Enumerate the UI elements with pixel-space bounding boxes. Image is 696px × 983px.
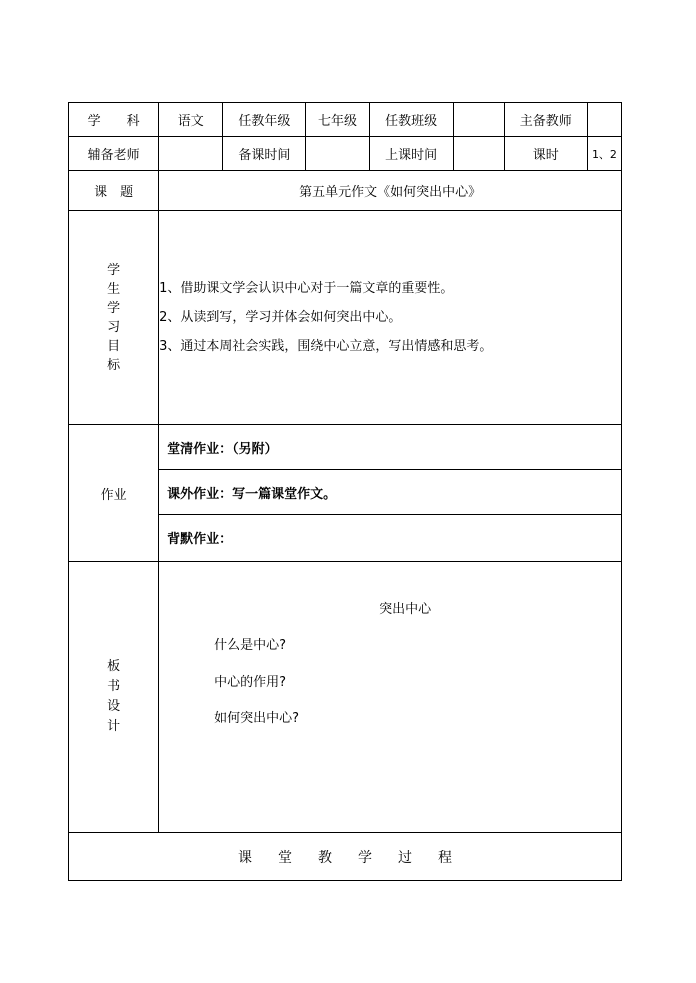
class-time-value (453, 137, 504, 171)
class-label: 任教班级 (369, 103, 453, 137)
class-time-label: 上课时间 (369, 137, 453, 171)
main-teacher-label: 主备教师 (504, 103, 587, 137)
goal-item-1: 1、借助课文学会认识中心对于一篇文章的重要性。 (159, 281, 454, 296)
periods-value: 1、2 (587, 137, 621, 171)
board-label: 板书设计 (107, 659, 121, 734)
homework-in-class: 堂清作业：（另附） (159, 425, 621, 470)
homework-row (69, 425, 622, 562)
prep-time-label: 备课时间 (223, 137, 306, 171)
topic-label: 课 题 (69, 171, 159, 211)
topic-row (69, 171, 622, 211)
goal-item-3: 3、通过本周社会实践，围绕中心立意，写出情感和思考。 (159, 339, 493, 354)
process-char-5: 过 (398, 849, 412, 866)
grade-label: 任教年级 (223, 103, 306, 137)
assist-teacher-label: 辅备老师 (69, 137, 159, 171)
lesson-plan-table (68, 102, 622, 881)
process-heading (69, 833, 622, 881)
board-content (159, 562, 622, 833)
process-char-2: 堂 (278, 849, 292, 866)
goals-row (69, 211, 622, 425)
board-title: 突出中心 (379, 602, 432, 617)
topic-value: 第五单元作文《如何突出中心》 (159, 171, 622, 211)
header-row-2 (69, 137, 622, 171)
prep-time-value (306, 137, 369, 171)
process-char-1: 课 (238, 849, 252, 866)
goal-item-2: 2、从读到写，学习并体会如何突出中心。 (159, 310, 402, 325)
goals-content (159, 211, 622, 425)
goals-label: 学生学习目标 (107, 262, 121, 373)
subject-label: 学 科 (69, 103, 159, 137)
header-row-1 (69, 103, 622, 137)
process-row (69, 833, 622, 881)
board-design (159, 562, 621, 830)
homework-after-class: 课外作业：写一篇课堂作文。 (159, 470, 621, 515)
board-question-2: 中心的作用? (214, 675, 287, 690)
subject-value: 语文 (159, 103, 223, 137)
homework-memorize: 背默作业： (167, 532, 233, 547)
board-label-cell (69, 562, 159, 833)
main-teacher-value (587, 103, 621, 137)
board-row (69, 562, 622, 833)
assist-teacher-value (159, 137, 223, 171)
grade-value: 七年级 (306, 103, 369, 137)
board-question-1: 什么是中心? (214, 638, 287, 653)
process-char-3: 教 (318, 849, 332, 866)
board-question-3: 如何突出中心? (214, 711, 300, 726)
class-value (453, 103, 504, 137)
homework-label: 作业 (69, 425, 159, 562)
goals-label-cell (69, 211, 159, 425)
process-char-4: 学 (358, 849, 372, 866)
homework-content (159, 425, 622, 562)
process-char-6: 程 (438, 849, 452, 866)
periods-label: 课时 (504, 137, 587, 171)
